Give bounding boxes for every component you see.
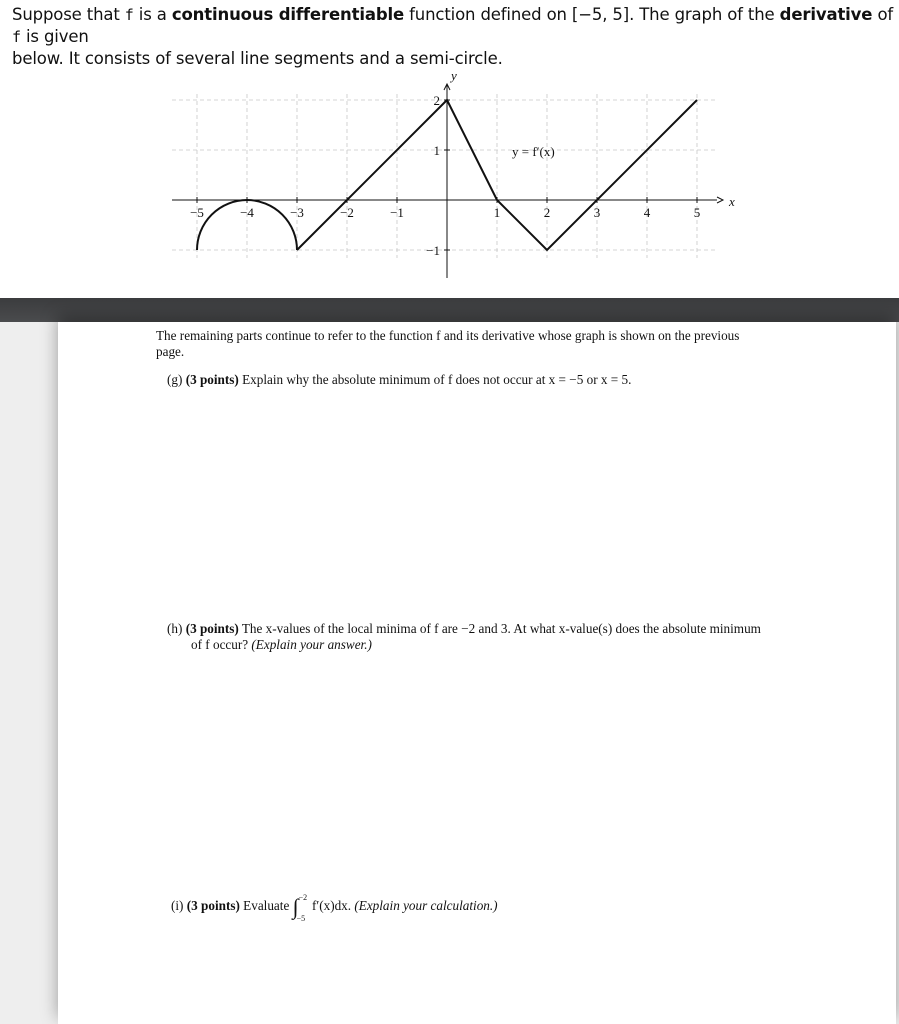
page-two bbox=[58, 322, 896, 1024]
page2-intro bbox=[156, 328, 739, 360]
question-h-text: The x-values of the local minima of f are −2 and 3. At what x-value(s) does the absolute minimum bbox=[238, 621, 761, 636]
x-tick-label: 5 bbox=[693, 205, 701, 220]
question-h-text2: of f occur? bbox=[191, 637, 252, 652]
x-tick-label: −3 bbox=[290, 205, 304, 220]
question-i-explain: (Explain your calculation.) bbox=[354, 898, 498, 913]
intro-bold: derivative bbox=[779, 5, 873, 24]
question-i-points: (3 points) bbox=[186, 898, 240, 913]
question-g bbox=[167, 372, 631, 388]
intro-text: Suppose that bbox=[12, 5, 125, 24]
x-axis-label: x bbox=[729, 194, 735, 209]
page-separator-bar bbox=[0, 298, 899, 322]
question-h bbox=[167, 621, 887, 653]
question-g-label: (g) bbox=[167, 372, 183, 387]
question-i bbox=[171, 892, 498, 923]
integral-sign: ∫ bbox=[292, 894, 299, 919]
x-tick-label: 4 bbox=[643, 205, 651, 220]
integral-upper-limit: −2 bbox=[298, 892, 308, 902]
y-tick-label: 1 bbox=[433, 143, 440, 158]
intro-text-line2: below. It consists of several line segments and a semi-circle. bbox=[12, 49, 503, 68]
question-g-text: Explain why the absolute minimum of f does not occur at x = −5 or x = 5. bbox=[238, 372, 632, 387]
question-i-integrand: f′(x)dx. bbox=[308, 898, 355, 913]
x-tick-label: −4 bbox=[240, 205, 254, 220]
page2-intro-line1: The remaining parts continue to refer to the function f and its derivative whose graph is shown on the previous bbox=[156, 328, 740, 343]
intro-text: is given bbox=[20, 27, 89, 46]
intro-text: function defined on [−5, 5]. The graph of the bbox=[404, 5, 780, 24]
integral-lower-limit: −5 bbox=[296, 913, 306, 923]
y-tick-label: 2 bbox=[433, 93, 440, 108]
y-axis-label: y bbox=[451, 68, 457, 83]
page2-intro-line2: page. bbox=[156, 344, 185, 359]
x-axis-arrow bbox=[717, 197, 723, 203]
x-tick-label: −5 bbox=[190, 205, 204, 220]
x-tick-label: 2 bbox=[543, 205, 551, 220]
x-tick-label: 1 bbox=[493, 205, 501, 220]
integral-limits bbox=[296, 892, 309, 923]
question-h-explain: (Explain your answer.) bbox=[251, 637, 372, 652]
question-g-points: (3 points) bbox=[185, 372, 239, 387]
intro-text: is a bbox=[133, 5, 172, 24]
x-tick-label: −1 bbox=[390, 205, 404, 220]
graph-annotation: y = f′(x) bbox=[512, 144, 555, 159]
intro-f: f bbox=[12, 28, 21, 46]
page-one-region bbox=[0, 0, 899, 298]
question-i-text: Evaluate bbox=[239, 898, 293, 913]
derivative-graph bbox=[0, 60, 760, 285]
question-h-label: (h) bbox=[167, 621, 183, 636]
question-h-points: (3 points) bbox=[185, 621, 239, 636]
intro-f: f bbox=[124, 6, 134, 24]
x-tick-label: −2 bbox=[340, 205, 354, 220]
intro-bold: continuous differentiable bbox=[171, 5, 405, 24]
intro-text: of bbox=[872, 5, 894, 24]
y-tick-label: −1 bbox=[426, 243, 440, 258]
question-i-label: (i) bbox=[171, 898, 184, 913]
x-tick-label: 3 bbox=[593, 205, 601, 220]
